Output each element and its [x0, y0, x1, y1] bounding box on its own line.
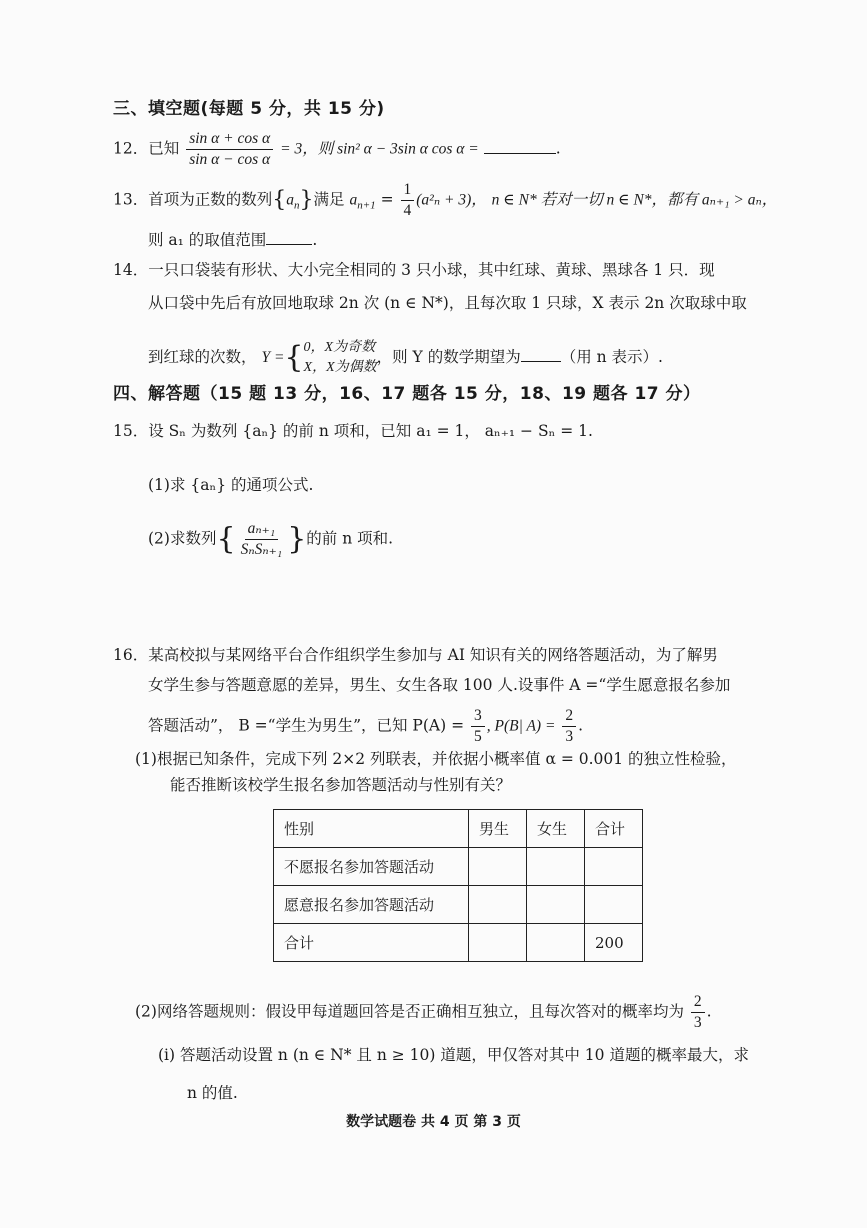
- question-16-part1: (1)根据已知条件，完成下列 2×2 列联表，并依据小概率值 α = 0.001 的独立性检验，: [135, 750, 737, 768]
- table-cell-input[interactable]: [469, 886, 527, 924]
- fraction: $\frac{\text{sin α + cos α}}{\text{sin α − cos α}}$: [186, 129, 273, 170]
- fraction: $\frac{1}{4}$: [401, 180, 415, 221]
- section-title-answer: 四、解答题（15 题 13 分，16、17 题各 15 分，18、19 题各 17 分）: [113, 384, 701, 404]
- question-16-part2-i: (i) 答题活动设置 n (n ∈ N* 且 n ≥ 10) 道题，甲仅答对其中 10 道题的概率最大，求: [158, 1046, 749, 1064]
- answer-blank[interactable]: [266, 230, 312, 245]
- question-13: 13．首项为正数的数列$\{a_n\}$满足 $a_{n+1}$ = $\frac{1}{4}$ (a²ₙ + 3)， n ∈ N* 若对一切 n ∈ N*，都有 aₙ₊₁ > aₙ，: [113, 181, 778, 219]
- question-16: 16．某高校拟与某网络平台合作组织学生参加与 AI 知识有关的网络答题活动，为了解男: [113, 646, 718, 664]
- piecewise-cases: 0，X为奇数 X，X为偶数: [303, 340, 377, 375]
- table-row: [274, 886, 643, 924]
- fraction: $\frac{2}{3}$: [691, 992, 705, 1033]
- table-header: 合计: [585, 810, 643, 848]
- table-cell-input[interactable]: [527, 924, 585, 962]
- table-row: [274, 848, 643, 886]
- question-number: 13．: [113, 190, 149, 209]
- table-cell-input[interactable]: [469, 848, 527, 886]
- section-title-fill-blank: 三、填空题(每题 5 分，共 15 分): [113, 99, 385, 119]
- fraction: $\frac{2}{3}$: [562, 706, 576, 747]
- question-16-part2: (2)网络答题规则：假设甲每道题回答是否正确相互独立，且每次答对的概率均为 $\frac{2}{3}$ .: [135, 993, 712, 1031]
- question-number: 16．: [113, 646, 149, 664]
- question-16-part1-line2: 能否推断该校学生报名参加答题活动与性别有关？: [170, 776, 512, 794]
- question-16-line2: 女学生参与答题意愿的差异，男生、女生各取 100 人.设事件 A =“学生愿意报名参加: [148, 676, 731, 694]
- table-cell: 合计: [274, 924, 469, 962]
- table-cell: 愿意报名参加答题活动: [274, 886, 469, 924]
- fraction: $\frac{3}{5}$: [471, 706, 485, 747]
- table-cell-input[interactable]: [585, 886, 643, 924]
- question-13-line2: 则 a₁ 的取值范围 .: [148, 231, 318, 249]
- question-16-part2-i-line2: n 的值.: [187, 1084, 238, 1102]
- table-cell-input[interactable]: [527, 848, 585, 886]
- question-15: 15．设 Sₙ 为数列 {aₙ} 的前 n 项和，已知 a₁ = 1， aₙ₊₁ − Sₙ = 1.: [113, 422, 593, 440]
- table-row: [274, 924, 643, 962]
- question-15-part1: (1)求 {aₙ} 的通项公式.: [148, 476, 314, 494]
- fraction: $\frac{\text{aₙ₊₁}}{\text{SₙSₙ₊₁}}$: [240, 520, 283, 558]
- question-15-part2: (2)求数列{ $\frac{\text{aₙ₊₁}}{\text{SₙSₙ₊₁}}$ }的前 n 项和.: [148, 520, 394, 558]
- question-14-line2: 从口袋中先后有放回地取球 2n 次 (n ∈ N*)，且每次取 1 只球，X 表示 2n 次取球中取: [148, 294, 747, 312]
- question-12: 12．已知 $\frac{\text{sin α + cos α}}{\text{sin α − cos α}}$ = 3，则 sin² α − 3sin α cos α = .: [113, 130, 561, 168]
- table-header: 性别: [274, 810, 469, 848]
- answer-blank[interactable]: [521, 347, 561, 362]
- table-header: 女生: [527, 810, 585, 848]
- table-cell-input[interactable]: [585, 848, 643, 886]
- table-cell-input[interactable]: [527, 886, 585, 924]
- table-header-row: [274, 810, 643, 848]
- page-footer: 数学试题卷 共 4 页 第 3 页: [346, 1114, 521, 1130]
- contingency-table: [273, 809, 643, 962]
- question-14-line3: 到红球的次数， Y ={ 0，X为奇数 X，X为偶数 ，则 Y 的数学期望为 （用 n 表示）.: [148, 338, 663, 378]
- answer-blank[interactable]: [484, 139, 556, 154]
- table-cell: 不愿报名参加答题活动: [274, 848, 469, 886]
- question-16-line3: 答题活动”， B =“学生为男生”，已知 P(A) = $\frac{3}{5}$ , P(B| A) = $\frac{2}{3}$ .: [148, 707, 584, 745]
- table-cell: 200: [585, 924, 643, 962]
- question-number: 15．: [113, 422, 149, 440]
- table-cell-input[interactable]: [469, 924, 527, 962]
- table-header: 男生: [469, 810, 527, 848]
- question-number: 12．: [113, 139, 149, 158]
- question-number: 14．: [113, 261, 149, 279]
- question-14: 14．一只口袋装有形状、大小完全相同的 3 只小球，其中红球、黄球、黑球各 1 只．现: [113, 261, 715, 279]
